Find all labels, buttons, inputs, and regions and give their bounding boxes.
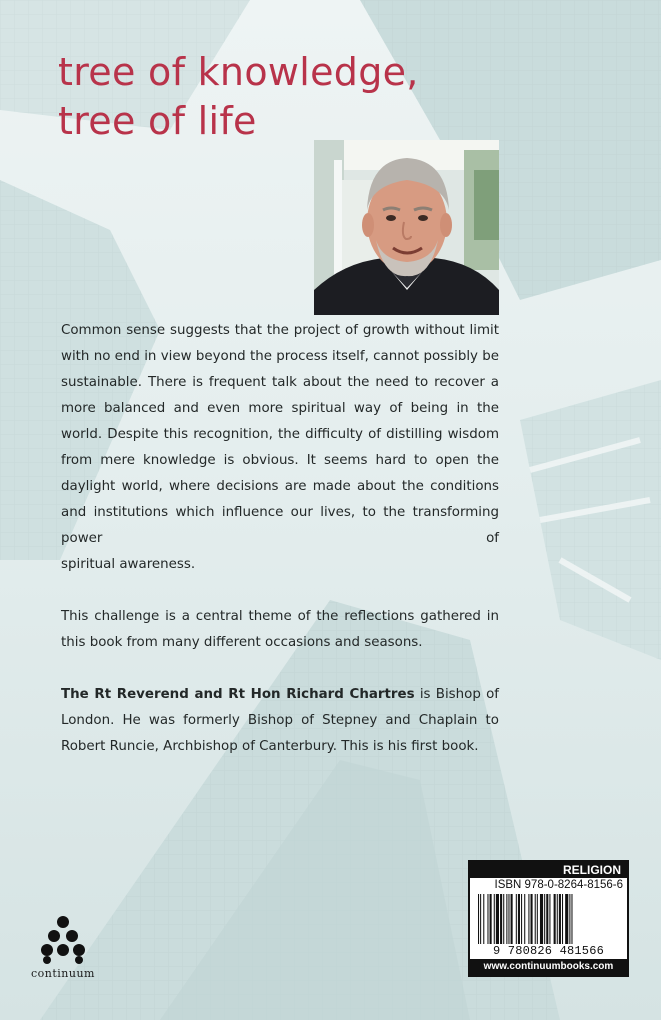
blurb-paragraph-1-end: spiritual awareness.	[61, 557, 196, 572]
barcode-bar	[480, 894, 481, 944]
barcode-graphic	[474, 894, 623, 944]
barcode-bar	[506, 894, 507, 944]
barcode-bar	[524, 894, 525, 944]
barcode-bar	[559, 894, 561, 944]
barcode-bar	[521, 894, 522, 944]
barcode-bar	[500, 894, 502, 944]
barcode-bar	[537, 894, 538, 944]
author-bio	[61, 682, 499, 760]
isbn-barcode-block	[468, 860, 629, 977]
barcode-bar	[508, 894, 509, 944]
publisher-logo	[28, 914, 98, 980]
barcode-bar	[511, 894, 513, 944]
barcode-bar	[557, 894, 558, 944]
barcode-bar	[483, 894, 484, 944]
barcode-isbn: ISBN 978-0-8264-8156-6	[494, 879, 623, 891]
title-line-1: tree of knowledge,	[58, 50, 419, 94]
author-bio-text: is Bishop of London. He was formerly Bishop of Stepney and Chaplain to Robert Runcie, Archbishop of Canterbury. This is his first book.	[61, 687, 499, 754]
barcode-bar	[535, 894, 536, 944]
barcode-bar	[490, 894, 492, 944]
barcode-digits: 9 780826 481566	[492, 944, 605, 958]
barcode-bar	[562, 894, 563, 944]
barcode-bar	[516, 894, 517, 944]
barcode-bar	[503, 894, 504, 944]
barcode-bar	[518, 894, 520, 944]
barcode-bar	[565, 894, 568, 944]
title-line-2: tree of life	[58, 99, 257, 143]
author-name: The Rt Reverend and Rt Hon Richard Chartres	[61, 687, 415, 702]
barcode-bar	[554, 894, 556, 944]
back-cover-blurb	[61, 318, 499, 760]
barcode-bar	[546, 894, 548, 944]
barcode-bar	[531, 894, 533, 944]
blurb-paragraph-2: This challenge is a central theme of the reflections gathered in this book from many different occasions and seasons.	[61, 609, 499, 650]
barcode-bar	[487, 894, 488, 944]
barcode-bar	[494, 894, 495, 944]
author-portrait-image	[314, 140, 499, 315]
barcode-bar	[528, 894, 529, 944]
blurb-paragraph-1	[61, 318, 499, 578]
barcode-bar	[540, 894, 543, 944]
barcode-bar	[478, 894, 479, 944]
barcode-bar	[571, 894, 572, 944]
publisher-url: www.continuumbooks.com	[470, 959, 627, 975]
blurb-paragraph-1-main: Common sense suggests that the project of growth without limit with no end in view beyond the process itself, cannot possibly be sustainable. There is frequent talk about the need to recover a more balanced and even more spiritual way of being in the world. Despite this recognition, the difficulty of distilling wisdom from mere knowledge is obvious. It seems hard to open the daylight world, where decisions are made about the conditions and institutions which influence our lives, to the transforming power of	[61, 323, 499, 546]
continuum-logo-icon	[41, 914, 85, 966]
barcode-bars	[474, 894, 623, 944]
barcode-bar	[549, 894, 550, 944]
barcode-bar	[544, 894, 545, 944]
publisher-name: continuum	[31, 967, 95, 980]
barcode-category: RELIGION	[470, 862, 627, 878]
barcode-bar	[569, 894, 570, 944]
barcode-bar	[496, 894, 499, 944]
author-photo	[314, 140, 499, 315]
book-title	[58, 48, 419, 146]
